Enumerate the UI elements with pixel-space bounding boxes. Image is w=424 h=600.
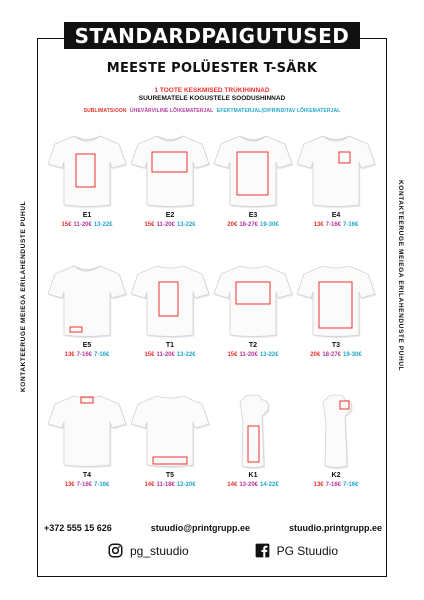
website-link[interactable]: stuudio.printgrupp.ee: [288, 523, 382, 533]
placement-code: E2: [165, 212, 175, 219]
price-effect: 13-22€: [176, 222, 196, 228]
side-note-left: KONTAKTEERUGE MEIEGA ERILAHENDUSTE PUHUL: [20, 200, 27, 392]
placement-prices: [46, 222, 128, 228]
facebook-link[interactable]: [255, 543, 338, 558]
tshirt-body: [214, 136, 292, 207]
side-note-right: KONTAKTEERUGE MEIEGA ERILAHENDUSTE PUHUL: [397, 180, 404, 372]
price-effect: 19-30€: [260, 222, 279, 228]
placement-e5: [46, 258, 128, 378]
price-single-color: 13-20€: [239, 482, 258, 488]
price-single-color: 11-18€: [156, 482, 175, 488]
price-sublimation: 13€: [64, 482, 75, 488]
price-effect: 7-16€: [343, 222, 359, 228]
social-row: [108, 543, 338, 558]
placement-prices: [212, 352, 294, 358]
tshirt-body: [48, 136, 126, 207]
email-address[interactable]: stuudio@printgrupp.ee: [150, 523, 251, 533]
price-single-color: 7-16€: [76, 352, 92, 358]
tshirt-body: [297, 266, 375, 337]
page-title: STANDARDPAIGUTUSED: [64, 22, 360, 49]
price-single-color: 18-27€: [239, 222, 258, 228]
tshirt-side-icon: [212, 388, 294, 470]
placement-k2: [295, 388, 377, 508]
price-single-color: 7-16€: [76, 482, 92, 488]
legend-sublimation: SUBLIMATSIOON: [83, 108, 127, 114]
price-single-color: 18-27€: [322, 352, 341, 358]
price-single-color: 11-20€: [73, 222, 92, 228]
placement-code: E1: [82, 212, 92, 219]
price-sublimation: 20€: [227, 222, 238, 228]
contact-row: [44, 523, 382, 533]
placement-prices: [129, 222, 211, 228]
price-effect: 19-30€: [343, 352, 362, 358]
placement-code: T3: [331, 342, 341, 349]
tshirt-front-icon: [129, 128, 211, 210]
tshirt-body: [48, 396, 126, 467]
price-legend: [40, 108, 384, 114]
placement-e2: [129, 128, 211, 248]
price-effect: 7-16€: [343, 482, 359, 488]
placement-code: K2: [331, 472, 341, 479]
placement-t3: [295, 258, 377, 378]
price-sublimation: 13€: [313, 482, 324, 488]
price-sublimation: 15€: [144, 352, 155, 358]
facebook-icon: [255, 543, 270, 558]
tshirt-back-icon: [129, 258, 211, 340]
instagram-icon: [108, 543, 123, 558]
tshirt-body: [48, 266, 126, 337]
placement-code: E3: [248, 212, 258, 219]
price-sublimation: 13€: [313, 222, 324, 228]
tshirt-back-icon: [129, 388, 211, 470]
placement-prices: [295, 352, 377, 358]
tshirt-body: [297, 136, 375, 207]
tshirt-back-icon: [295, 258, 377, 340]
price-sublimation: 14€: [227, 482, 238, 488]
placement-prices: [295, 222, 377, 228]
price-effect: 14-22€: [260, 482, 279, 488]
tshirt-front-icon: [212, 128, 294, 210]
facebook-page: PG Stuudio: [276, 543, 338, 558]
placement-code: T4: [82, 472, 92, 479]
tshirt-front-icon: [46, 128, 128, 210]
tshirt-front-icon: [295, 128, 377, 210]
price-effect: 12-20€: [176, 482, 196, 488]
price-single-color: 7-16€: [325, 482, 341, 488]
placement-prices: [295, 482, 377, 488]
legend-single-color: ÜHEVÄRVILINE LÕIKEMATERJAL: [130, 108, 214, 114]
placement-t1: [129, 258, 211, 378]
placement-prices: [129, 482, 211, 488]
promo-average-price: 1 TOOTE KESKMISED TRÜKIHINNAD: [154, 87, 270, 94]
placement-code: E5: [82, 342, 92, 349]
instagram-handle: pg_stuudio: [130, 543, 189, 558]
placement-k1: [212, 388, 294, 508]
placement-e1: [46, 128, 128, 248]
placement-code: T5: [165, 472, 175, 479]
placement-e4: [295, 128, 377, 248]
placement-prices: [46, 482, 128, 488]
price-sublimation: 13€: [64, 352, 75, 358]
price-effect: 13-22€: [93, 222, 113, 228]
price-sublimation: 20€: [310, 352, 321, 358]
placement-prices: [46, 352, 128, 358]
placement-t2: [212, 258, 294, 378]
placement-prices: [129, 352, 211, 358]
price-single-color: 7-16€: [325, 222, 341, 228]
phone-number[interactable]: +372 555 15 626: [44, 523, 112, 533]
price-single-color: 11-20€: [156, 352, 175, 358]
price-effect: 7-16€: [94, 352, 110, 358]
price-sublimation: 15€: [227, 352, 238, 358]
tshirt-body: [131, 266, 209, 337]
price-effect: 13-22€: [176, 352, 196, 358]
placement-prices: [212, 482, 294, 488]
placement-code: T1: [165, 342, 175, 349]
tshirt-body: [131, 396, 209, 467]
placement-code: E4: [331, 212, 341, 219]
legend-effect-material: EFEKTMATERJAL(D/PRINDITAV LÕIKEMATERJAL: [216, 108, 341, 114]
placement-e3: [212, 128, 294, 248]
placement-code: T2: [248, 342, 258, 349]
instagram-link[interactable]: [108, 543, 189, 558]
price-single-color: 11-20€: [156, 222, 175, 228]
tshirt-side-icon: [295, 388, 377, 470]
price-effect: 7-16€: [94, 482, 110, 488]
price-single-color: 11-20€: [239, 352, 258, 358]
promo-bulk-discount: SUUREMATELE KOGUSTELE SOODUSHINNAD: [138, 95, 286, 102]
tshirt-body: [214, 266, 292, 337]
price-sublimation: 15€: [61, 222, 72, 228]
price-effect: 13-22€: [259, 352, 279, 358]
placement-code: K1: [248, 472, 258, 479]
placement-t5: [129, 388, 211, 508]
product-subtitle: MEESTE POLÜESTER T-SÄRK: [106, 61, 318, 76]
tshirt-body: [131, 136, 209, 207]
tshirt-back-icon: [46, 388, 128, 470]
placement-prices: [212, 222, 294, 228]
tshirt-front-icon: [46, 258, 128, 340]
price-sublimation: 15€: [144, 222, 155, 228]
price-sublimation: 14€: [144, 482, 155, 488]
tshirt-back-icon: [212, 258, 294, 340]
placement-t4: [46, 388, 128, 508]
